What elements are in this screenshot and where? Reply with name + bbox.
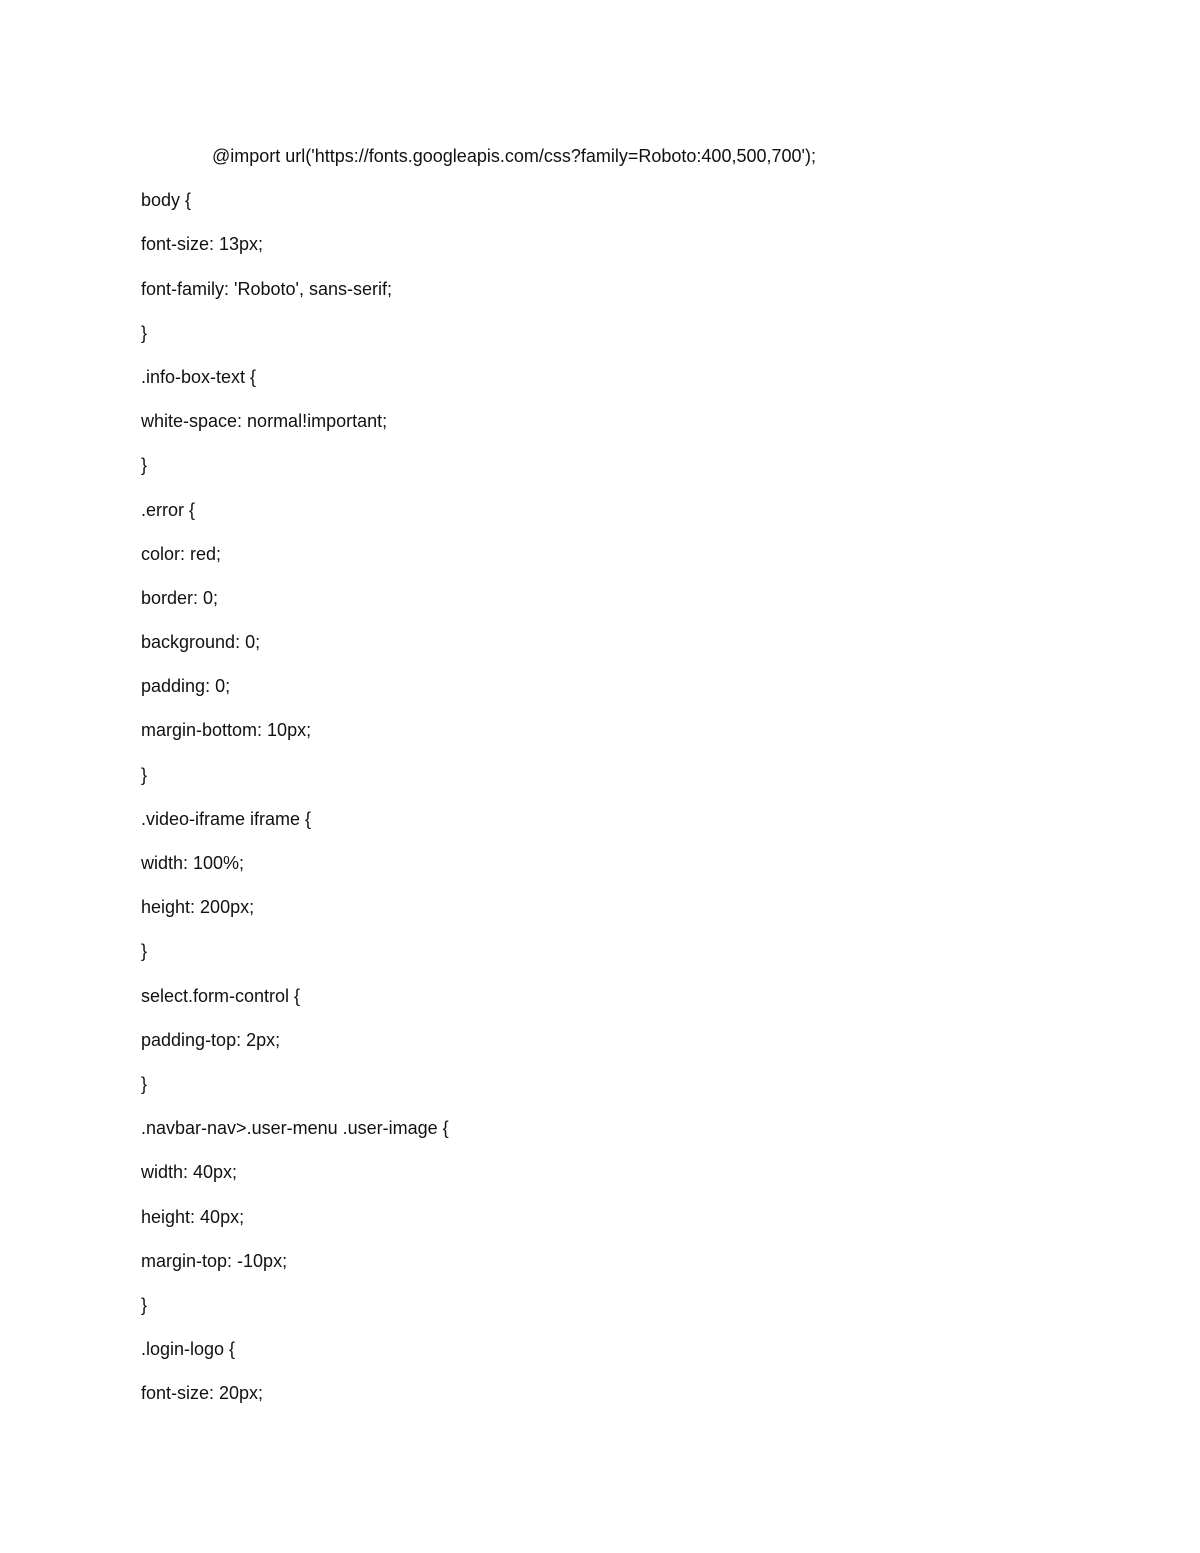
document-line: font-size: 20px; — [141, 1383, 264, 1404]
document-line: padding: 0; — [141, 676, 231, 697]
document-line: } — [141, 1073, 148, 1094]
document-line: font-family: 'Roboto', sans-serif; — [141, 278, 392, 299]
document-line: height: 40px; — [141, 1206, 245, 1227]
document-line: .error { — [141, 499, 196, 520]
document-line: white-space: normal!important; — [141, 411, 388, 432]
document-line: @import url('https://fonts.googleapis.com/css?family=Roboto:400,500,700'); — [212, 146, 816, 166]
document-line: .navbar-nav>.user-menu .user-image { — [141, 1118, 449, 1139]
document-line: width: 40px; — [141, 1162, 238, 1183]
document-line: border: 0; — [141, 587, 219, 608]
document-line: body { — [141, 190, 192, 211]
document-line: .info-box-text { — [141, 366, 257, 387]
document-line: margin-top: -10px; — [141, 1250, 288, 1271]
document-line: } — [141, 455, 148, 476]
document-line: } — [141, 322, 148, 343]
document-line: color: red; — [141, 543, 222, 564]
document-line: height: 200px; — [141, 897, 255, 918]
document-line: margin-bottom: 10px; — [141, 720, 312, 741]
document-line: font-size: 13px; — [141, 234, 264, 255]
document-line: .login-logo { — [141, 1339, 236, 1360]
document-line: width: 100%; — [141, 853, 245, 873]
document-text-lines — [141, 142, 1141, 1423]
document-line: select.form-control { — [141, 985, 301, 1006]
document-line: } — [141, 941, 148, 962]
document-line: } — [141, 764, 148, 785]
document-line: } — [141, 1294, 148, 1315]
document-line: padding-top: 2px; — [141, 1029, 281, 1050]
document-line: background: 0; — [141, 632, 261, 653]
document-line: .video-iframe iframe { — [141, 808, 312, 829]
